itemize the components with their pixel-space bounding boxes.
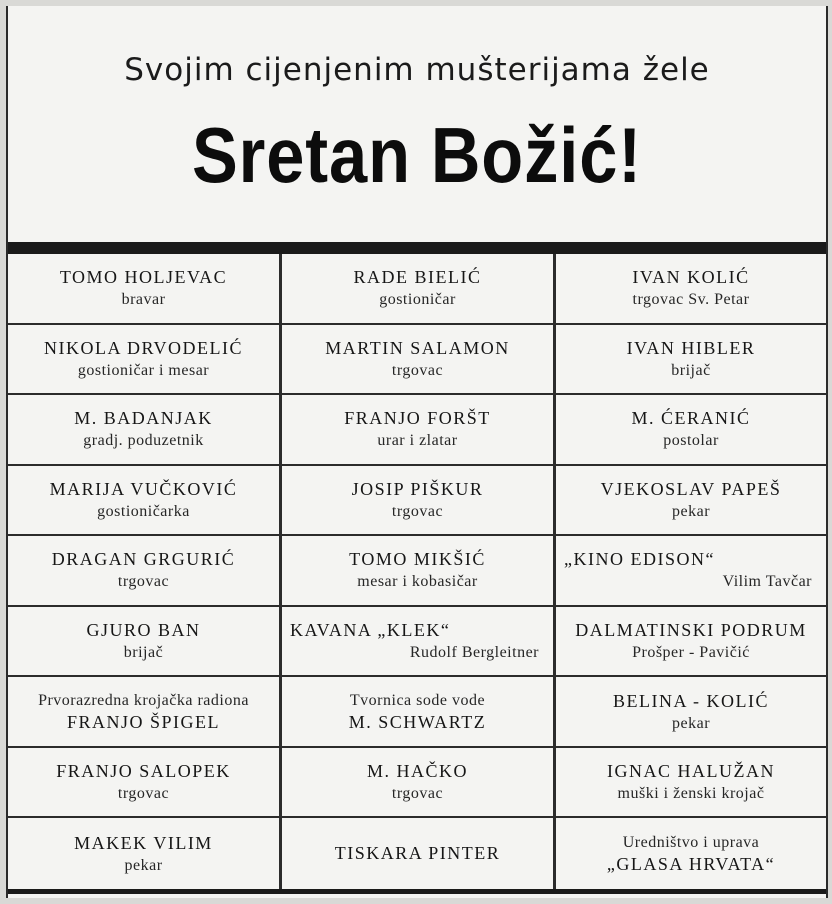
- merchant-cell: [556, 607, 826, 678]
- merchant-name: MAKEK VILIM: [74, 832, 213, 853]
- merchant-trade: trgovac: [117, 573, 170, 591]
- merchant-trade: bravar: [121, 291, 166, 309]
- merchant-name: JOSIP PIŠKUR: [351, 478, 484, 499]
- merchant-grid: [8, 242, 826, 894]
- merchant-name: FRANJO ŠPIGEL: [66, 711, 221, 732]
- merchant-name: TOMO MIKŠIĆ: [349, 549, 486, 570]
- merchant-name: DRAGAN GRGURIĆ: [51, 549, 236, 570]
- merchant-name: NIKOLA DRVODELIĆ: [43, 337, 244, 358]
- merchant-cell: [282, 395, 556, 466]
- merchant-name: KAVANA „KLEK“: [290, 620, 451, 641]
- merchant-cell: [8, 607, 282, 678]
- merchant-name: MARTIN SALAMON: [325, 337, 510, 358]
- merchant-name: BELINA - KOLIĆ: [613, 690, 769, 711]
- merchant-note: Tvornica sode vode: [349, 691, 486, 709]
- merchant-name: IGNAC HALUŽAN: [607, 761, 775, 782]
- merchant-trade: trgovac: [391, 361, 444, 379]
- merchant-name: M. HAČKO: [366, 761, 468, 782]
- merchant-name: IVAN KOLIĆ: [632, 267, 750, 288]
- merchant-trade: Rudolf Bergleitner: [409, 644, 539, 662]
- merchant-name: TOMO HOLJEVAC: [59, 267, 228, 288]
- merchant-name: FRANJO SALOPEK: [56, 761, 231, 782]
- merchant-cell: [8, 466, 282, 537]
- merchant-trade: brijač: [671, 361, 711, 379]
- merchant-trade: pekar: [671, 714, 711, 732]
- merchant-cell: [556, 818, 826, 889]
- merchant-name: TISKARA PINTER: [334, 843, 501, 864]
- merchant-name: „KINO EDISON“: [564, 549, 715, 570]
- merchant-cell: [282, 466, 556, 537]
- merchant-trade: trgovac: [391, 785, 444, 803]
- merchant-name: GJURO BAN: [86, 620, 201, 641]
- merchant-name: DALMATINSKI PODRUM: [575, 620, 807, 641]
- merchant-trade: gostioničar i mesar: [77, 361, 210, 379]
- greeting-title: Sretan Božić!: [191, 111, 643, 199]
- greeting-header: [8, 6, 826, 242]
- merchant-trade: gradj. poduzetnik: [83, 432, 204, 450]
- merchant-cell: [282, 536, 556, 607]
- merchant-cell: [8, 536, 282, 607]
- merchant-trade: mesar i kobasičar: [357, 573, 478, 591]
- greeting-subtitle: Svojim cijenjenim mušterijama žele: [124, 52, 710, 88]
- merchant-trade: urar i zlatar: [377, 432, 458, 450]
- merchant-cell: [556, 677, 826, 748]
- merchant-cell: [282, 325, 556, 396]
- merchant-cell: [8, 748, 282, 819]
- merchant-trade: trgovac Sv. Petar: [632, 291, 750, 309]
- merchant-cell: [556, 395, 826, 466]
- merchant-trade: gostioničarka: [97, 502, 190, 520]
- merchant-name: RADE BIELIĆ: [353, 267, 482, 288]
- merchant-cell: [556, 325, 826, 396]
- merchant-trade: pekar: [671, 502, 711, 520]
- advertisement-page: [6, 6, 828, 898]
- merchant-cell: [8, 325, 282, 396]
- merchant-trade: Prošper - Pavičić: [632, 644, 750, 662]
- merchant-name: IVAN HIBLER: [626, 337, 756, 358]
- merchant-note: Uredništvo i uprava: [622, 833, 760, 851]
- merchant-trade: postolar: [663, 432, 719, 450]
- merchant-name: M. ĆERANIĆ: [631, 408, 751, 429]
- merchant-name: MARIJA VUČKOVIĆ: [49, 478, 238, 499]
- merchant-cell: [282, 677, 556, 748]
- merchant-cell: [8, 395, 282, 466]
- merchant-cell: [282, 254, 556, 325]
- merchant-trade: trgovac: [117, 785, 170, 803]
- merchant-cell: [556, 466, 826, 537]
- merchant-trade: trgovac: [391, 502, 444, 520]
- merchant-name: M. SCHWARTZ: [348, 711, 487, 732]
- merchant-trade: pekar: [124, 856, 163, 874]
- merchant-cell: [8, 818, 282, 889]
- merchant-cell: [556, 536, 826, 607]
- merchant-trade: Vilim Tavčar: [722, 573, 812, 591]
- merchant-cell: [556, 748, 826, 819]
- merchant-trade: brijač: [123, 644, 164, 662]
- merchant-cell: [8, 254, 282, 325]
- merchant-cell: [8, 677, 282, 748]
- merchant-name: M. BADANJAK: [74, 408, 213, 429]
- merchant-cell: [282, 818, 556, 889]
- merchant-cell: [556, 254, 826, 325]
- merchant-name: „GLASA HRVATA“: [606, 853, 776, 874]
- merchant-cell: [282, 748, 556, 819]
- merchant-note: Prvorazredna krojačka radiona: [38, 691, 249, 709]
- merchant-trade: muški i ženski krojač: [617, 785, 765, 803]
- merchant-name: FRANJO FORŠT: [344, 408, 491, 429]
- merchant-name: VJEKOSLAV PAPEŠ: [600, 478, 782, 499]
- merchant-trade: gostioničar: [379, 291, 456, 309]
- merchant-cell: [282, 607, 556, 678]
